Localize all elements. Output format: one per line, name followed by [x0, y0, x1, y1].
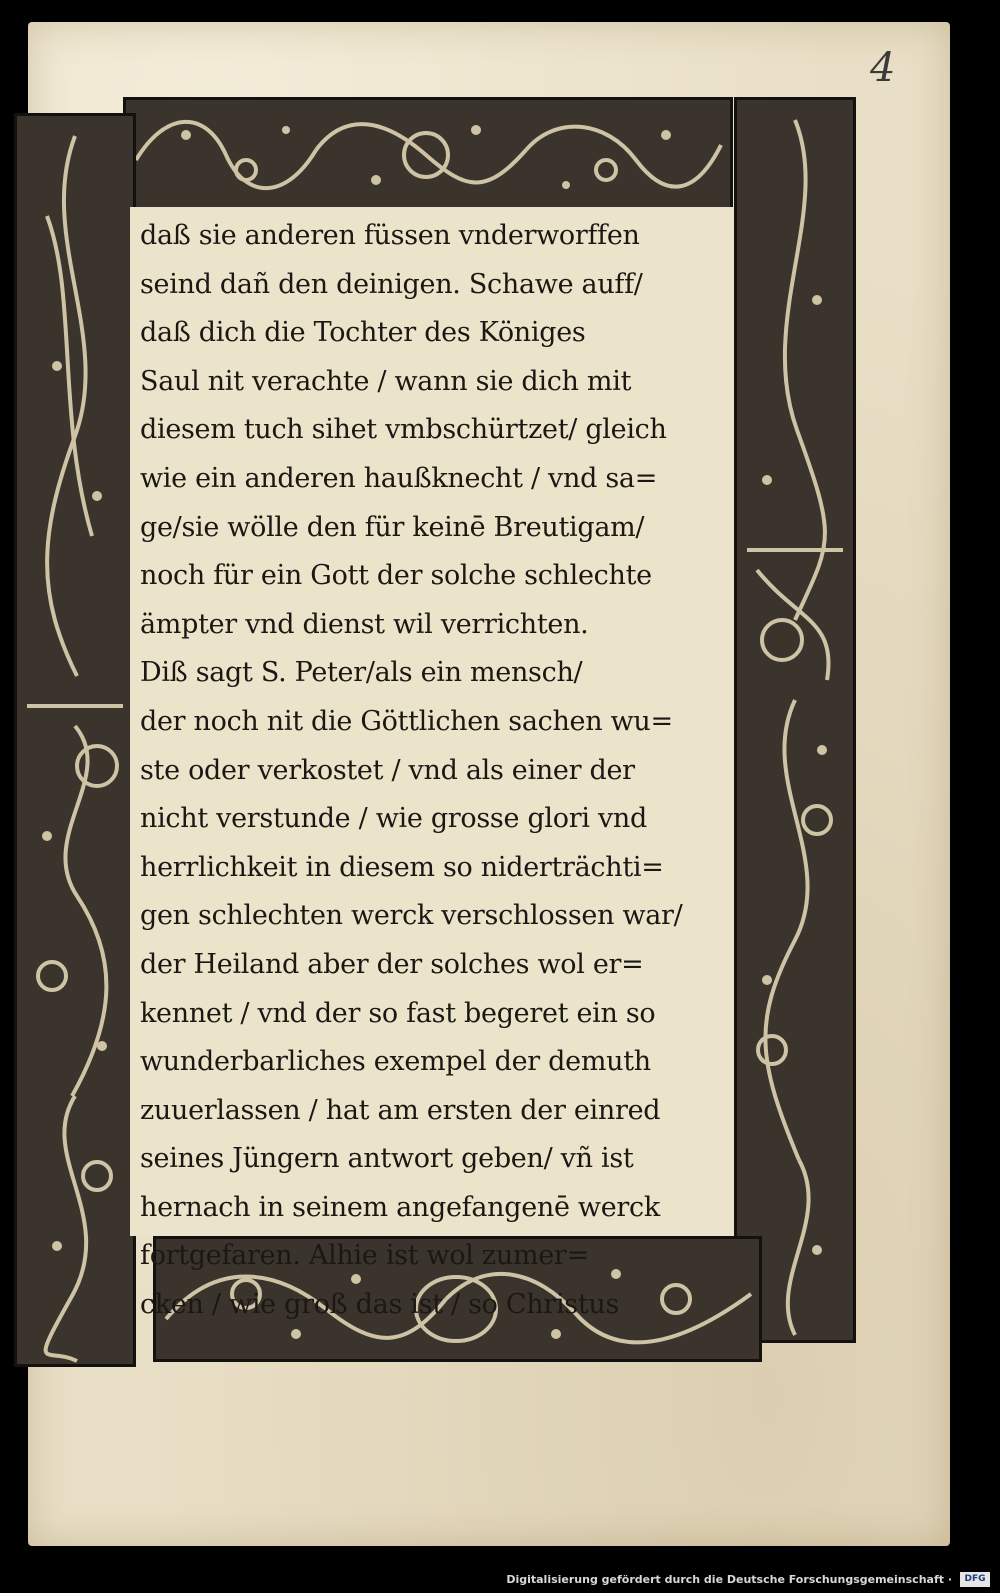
text-line: gen schlechten werck verschlossen war/	[140, 900, 683, 932]
text-line: hernach in seinem angefangenē werck	[140, 1191, 660, 1223]
text-line: seind dañ den deinigen. Schawe auff/	[140, 268, 643, 300]
woodcut-border-right	[734, 97, 856, 1343]
text-line: noch für ein Gott der solche schlechte	[140, 560, 652, 592]
text-line: nicht verstunde / wie grosse glori vnd	[140, 803, 647, 835]
footer-bar	[0, 1548, 1000, 1593]
text-line: Diß sagt S. Peter/als ein mensch/	[140, 657, 583, 689]
text-line: Saul nit verachte / wann sie dich mit	[140, 365, 632, 397]
dfg-logo: DFG	[960, 1572, 990, 1587]
text-line: daß sie anderen füssen vnderworffen	[140, 220, 640, 251]
text-line: cken / wie groß das ist / so Christus	[140, 1289, 620, 1321]
text-line: herrlichkeit in diesem so niderträchti=	[140, 851, 664, 883]
folio-number: 4	[870, 45, 896, 91]
text-line: wunderbarliches exempel der demuth	[140, 1046, 651, 1078]
text-line: der noch nit die Göttlichen sachen wu=	[140, 705, 673, 737]
text-line: daß dich die Tochter des Königes	[140, 317, 586, 349]
digitization-credit: Digitalisierung gefördert durch die Deutsche Forschungsgemeinschaft ·	[506, 1573, 952, 1586]
text-line: ämpter vnd dienst wil verrichten.	[140, 608, 589, 640]
text-line: diesem tuch sihet vmbschürtzet/ gleich	[140, 414, 667, 446]
text-line: der Heiland aber der solches wol er=	[140, 948, 644, 980]
text-line: fortgefaren. Alhie ist wol zumer=	[140, 1240, 589, 1272]
text-line: wie ein anderen haußknecht / vnd sa=	[140, 462, 658, 494]
text-line: ge/sie wölle den für keinē Breutigam/	[140, 511, 645, 543]
woodcut-border-left	[14, 113, 136, 1367]
body-text	[140, 212, 740, 1330]
text-line: kennet / vnd der so fast begeret ein so	[140, 997, 656, 1029]
text-line: zuuerlassen / hat am ersten der einred	[140, 1094, 661, 1126]
woodcut-border-top	[123, 97, 733, 213]
text-line: ste oder verkostet / vnd als einer der	[140, 754, 635, 786]
text-line: seines Jüngern antwort geben/ vñ ist	[140, 1143, 634, 1175]
